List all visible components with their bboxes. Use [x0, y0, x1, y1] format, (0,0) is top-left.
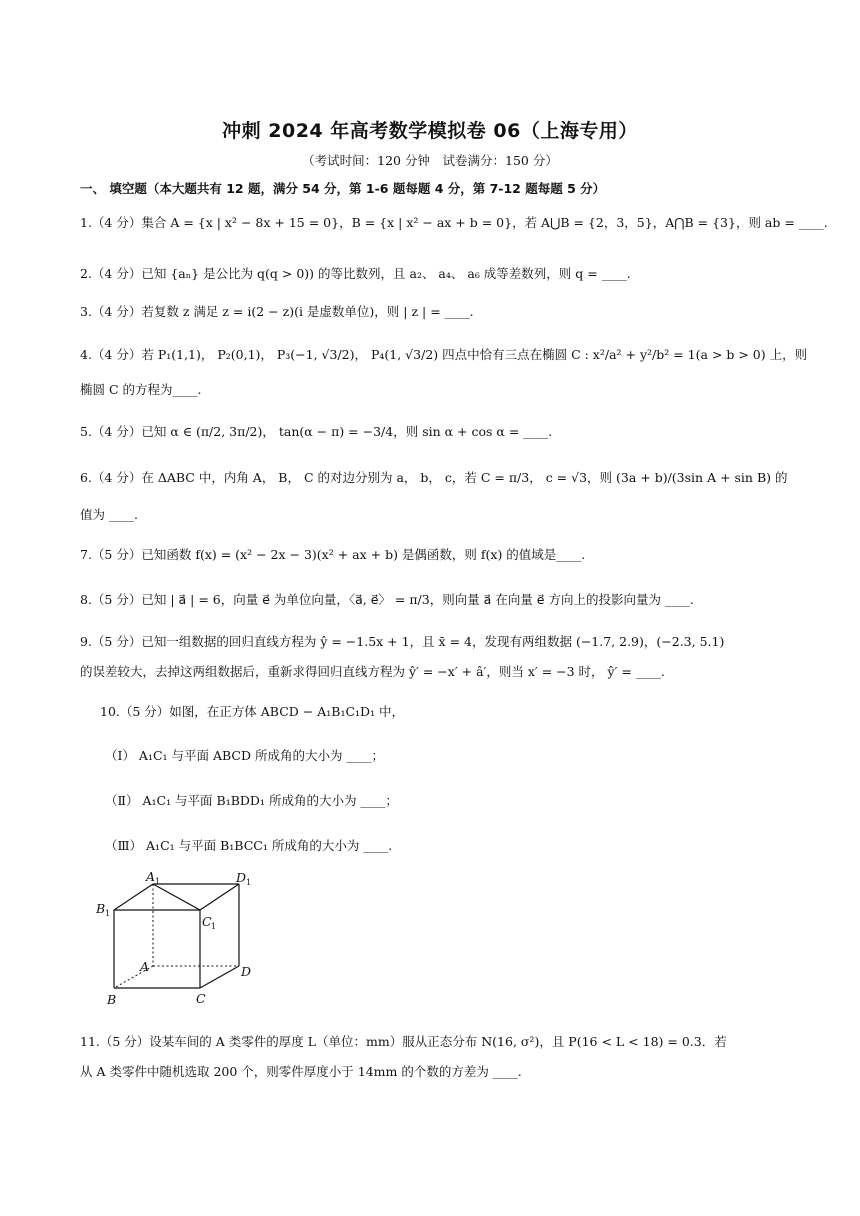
question-10-part-1: （Ⅰ） A₁C₁ 与平面 ABCD 所成角的大小为 ____； — [105, 748, 384, 763]
label-b1: B — [96, 901, 106, 916]
label-d1: D — [236, 870, 247, 885]
label-a1-sub: 1 — [155, 877, 161, 886]
question-11-cont: 从 A 类零件中随机选取 200 个，则零件厚度小于 14mm 的个数的方差为 ____. — [80, 1064, 522, 1079]
label-d: D — [241, 964, 252, 979]
label-d1-sub: 1 — [246, 878, 252, 887]
question-9: 9.（5 分）已知一组数据的回归直线方程为 ŷ = −1.5x + 1，且 x̄ = 4，发现有两组数据 (−1.7, 2.9)，(−2.3, 5.1) — [80, 634, 725, 649]
section-heading: 一、 填空题（本大题共有 12 题，满分 54 分，第 1-6 题每题 4 分，第 7-12 题每题 5 分） — [80, 181, 606, 196]
question-11: 11.（5 分）设某车间的 A 类零件的厚度 L（单位：mm）服从正态分布 N(16, σ²)，且 P(16 < L < 18) = 0.3．若 — [80, 1034, 727, 1049]
question-1: 1.（4 分）集合 A = {x | x² − 8x + 15 = 0}，B = {x | x² − ax + b = 0}，若 A⋃B = {2，3，5}，A⋂B = {3}，则 ab = ____. — [80, 215, 828, 230]
page-title: 冲刺 2024 年高考数学模拟卷 06（上海专用） — [222, 120, 638, 142]
label-a1: A — [146, 869, 156, 884]
question-6: 6.（4 分）在 ΔABC 中，内角 A， B， C 的对边分别为 a， b， c，若 C = π/3， c = √3，则 (3a + b)/(3sin A + sin B) 的 — [80, 470, 788, 485]
label-c: C — [196, 991, 206, 1006]
label-b: B — [107, 992, 117, 1007]
exam-info: （考试时间：120 分钟 试卷满分：150 分） — [302, 153, 558, 168]
question-3: 3.（4 分）若复数 z 满足 z = i(2 − z)(i 是虚数单位)，则 | z | = ____. — [80, 304, 474, 319]
cube-figure — [96, 868, 266, 1018]
label-b1-sub: 1 — [105, 909, 111, 918]
label-a: A — [140, 959, 150, 974]
question-7: 7.（5 分）已知函数 f(x) = (x² − 2x − 3)(x² + ax + b) 是偶函数，则 f(x) 的值域是____. — [80, 547, 586, 562]
question-10-part-3: （Ⅲ） A₁C₁ 与平面 B₁BCC₁ 所成角的大小为 ____. — [105, 838, 393, 853]
question-10: 10.（5 分）如图，在正方体 ABCD − A₁B₁C₁D₁ 中， — [100, 704, 405, 719]
question-4: 4.（4 分）若 P₁(1,1)， P₂(0,1)， P₃(−1, √3/2)， P₄(1, √3/2) 四点中恰有三点在椭圆 C : x²/a² + y²/b² = 1(a > b > 0) 上，则 — [80, 347, 808, 362]
question-8: 8.（5 分）已知 | a⃗ | = 6，向量 e⃗ 为单位向量，〈a⃗, e⃗〉 = π/3，则向量 a⃗ 在向量 e⃗ 方向上的投影向量为 ____. — [80, 592, 694, 607]
question-6-cont: 值为 ____. — [80, 507, 138, 522]
question-4-cont: 椭圆 C 的方程为____. — [80, 382, 202, 397]
question-10-part-2: （Ⅱ） A₁C₁ 与平面 B₁BDD₁ 所成角的大小为 ____； — [105, 793, 398, 808]
question-9-cont: 的误差较大，去掉这两组数据后，重新求得回归直线方程为 ŷ′ = −x′ + â′，则当 x′ = −3 时， ŷ′ = ____. — [80, 664, 665, 679]
label-c1: C — [202, 914, 212, 929]
question-2: 2.（4 分）已知 {aₙ} 是公比为 q(q > 0)) 的等比数列，且 a₂、 a₄、 a₆ 成等差数列，则 q = ____. — [80, 266, 631, 281]
question-5: 5.（4 分）已知 α ∈ (π/2, 3π/2)， tan(α − π) = −3/4，则 sin α + cos α = ____. — [80, 424, 553, 439]
label-c1-sub: 1 — [211, 922, 217, 931]
